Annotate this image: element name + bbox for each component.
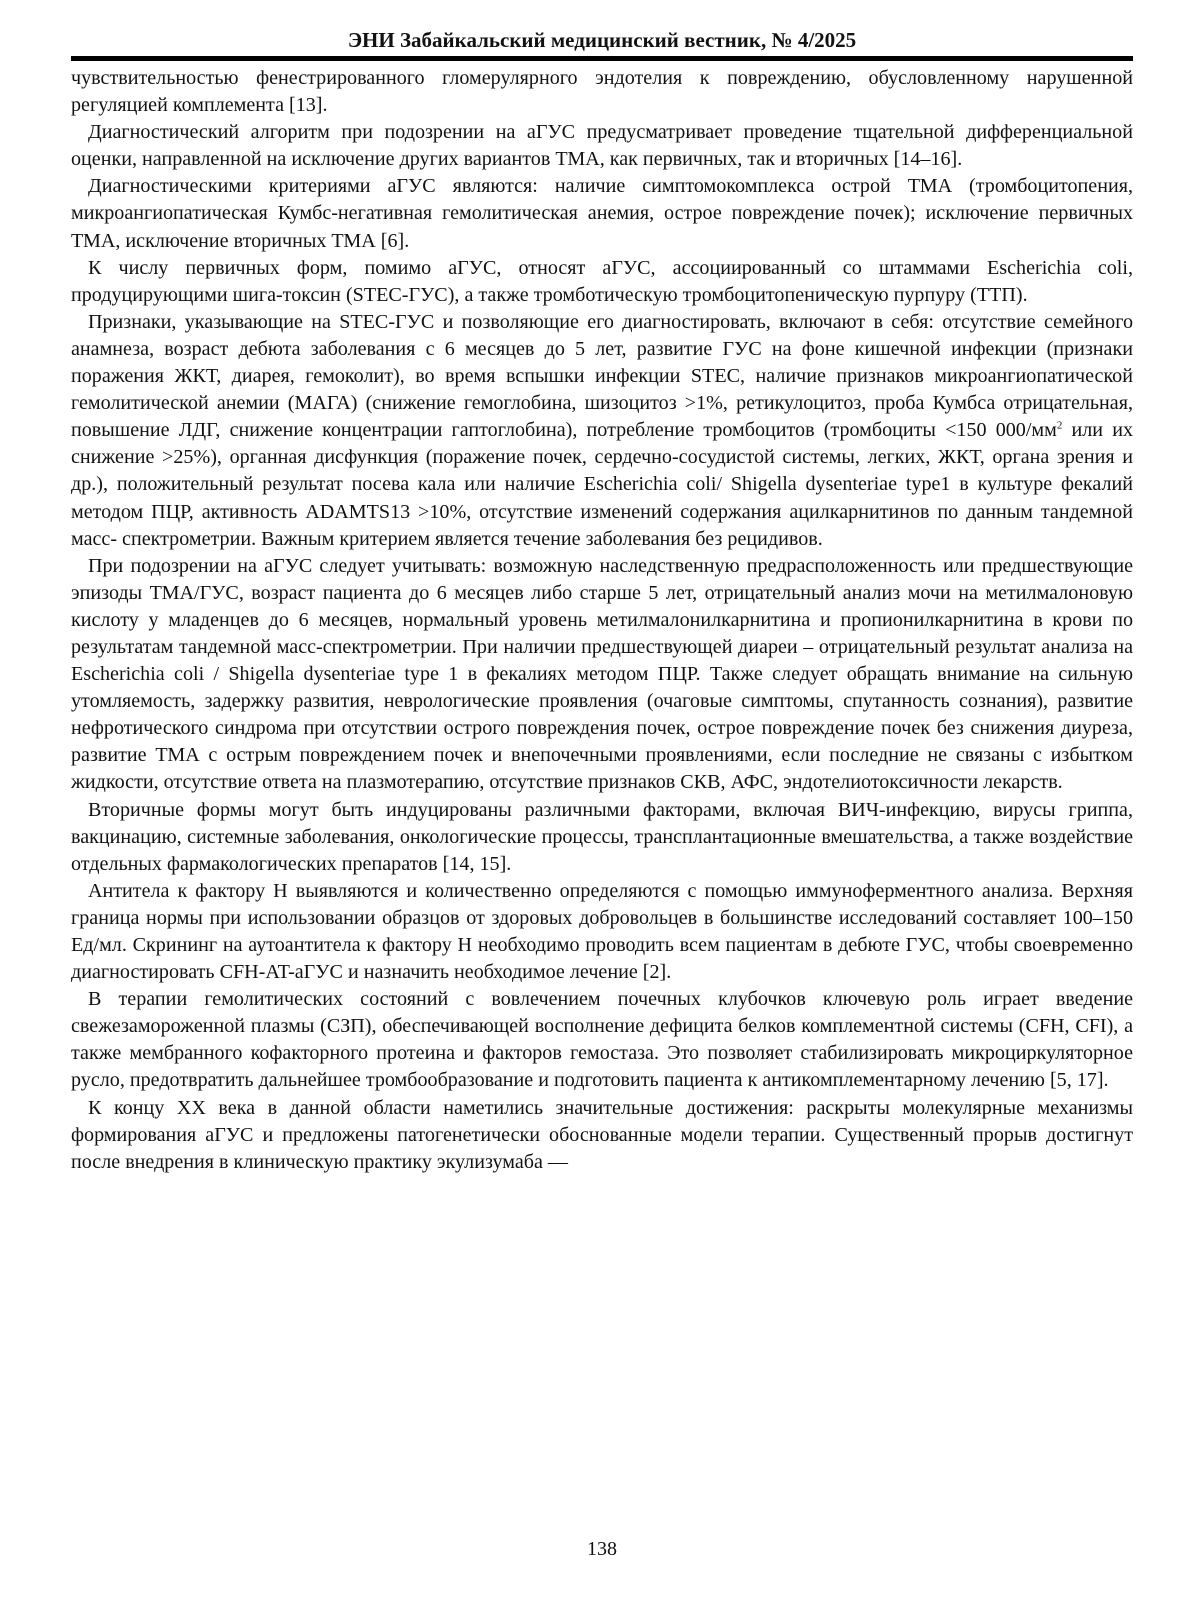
page-number: 138 — [587, 1538, 617, 1560]
paragraph-secondary-forms: Вторичные формы могут быть индуцированы различными факторами, включая ВИЧ-инфекцию, вирусы гриппа, вакцинацию, системные заболевания, онкологические процессы, трансплантационные вмешательства, а также воздействие отдельных фармакологических препаратов [14, 15]. — [71, 798, 1133, 875]
superscript-mark: 2 — [1056, 419, 1063, 432]
paragraph-stec-hus-signs — [71, 309, 1133, 553]
article-body — [71, 65, 1133, 1176]
journal-page — [71, 26, 1133, 1586]
stec-hus-text-part1: Признаки, указывающие на STEC-ГУС и позволяющие его диагностировать, включают в себя: отсутствие семейного анамнеза, возраст дебюта заболевания с 6 месяцев до 5 лет, развитие ГУС на фоне кишечной инфекции (признаки поражения ЖКТ, диарея, гемоколит), во время вспышки инфекции STEC, наличие признаков микроангиопатической гемолитической анемии (МАГА) (снижение гемоглобина, шизоцитоз >1%, ретикулоцитоз, проба Кумбса отрицательная, повышение ЛДГ, снижение концентрации гаптоглобина), потребление тромбоцитов (тромбоциты <150 000/мм — [71, 310, 1133, 442]
paragraph-factor-h-antibodies: Антитела к фактору Н выявляются и количественно определяются с помощью иммуноферментного анализа. Верхняя граница нормы при использовании образцов от здоровых добровольцев в большинстве исследований составляет 100–150 Ед/мл. Скрининг на аутоантитела к фактору Н необходимо проводить всем пациентам в дебюте ГУС, чтобы своевременно диагностировать CFH-AT-аГУС и назначить необходимое лечение [2]. — [71, 879, 1133, 984]
paragraph-twentieth-century: К концу XX века в данной области наметились значительные достижения: раскрыты молекулярные механизмы формирования аГУС и предложены патогенетически обоснованные модели терапии. Существенный прорыв достигнут после внедрения в клиническую практику экулизумаба — — [71, 1096, 1133, 1173]
paragraph-diagnostic-algorithm: Диагностический алгоритм при подозрении на аГУС предусматривает проведение тщательной дифференциальной оценки, направленной на исключение других вариантов ТМА, как первичных, так и вторичных [14–16]. — [71, 121, 1133, 171]
paragraph-diagnostic-criteria: Диагностическими критериями аГУС являются: наличие симптомокомплекса острой ТМА (тромбоцитопения, микроангиопатическая Кумбс-негативная гемолитическая анемия, острое повреждение почек); исключение первичных ТМА, исключение вторичных ТМА [6]. — [71, 175, 1133, 252]
running-header: ЭНИ Забайкальский медицинский вестник, № 4/2025 — [71, 26, 1133, 61]
paragraph-therapy: В терапии гемолитических состояний с вовлечением почечных клубочков ключевую роль играет введение свежезамороженной плазмы (СЗП), обеспечивающей восполнение дефицита белков комплементной системы (CFH, CFI), а также мембранного кофакторного протеина и факторов гемостаза. Это позволяет стабилизировать микроциркуляторное русло, предотвратить дальнейшее тромбообразование и подготовить пациента к антикомплементарному лечению [5, 17]. — [71, 988, 1133, 1092]
stec-hus-text-part2: или их снижение >25%), органная дисфункция (поражение почек, сердечно-сосудистой системы, легких, ЖКТ, органа зрения и др.), положительный результат посева кала или наличие Escherichia coli/ Shigella dysenteriae type1 в культуре фекалий методом ПЦР, активность ADAMTS13 >10%, отсутствие изменений содержания ацилкарнитинов по данным тандемной масс- спектрометрии. Важным критерием является течение заболевания без рецидивов. — [71, 419, 1133, 550]
paragraph-primary-forms: К числу первичных форм, помимо аГУС, относят аГУС, ассоциированный со штаммами Escherichia coli, продуцирующими шига-токсин (STEC-ГУС), а также тромботическую тромбоцитопеническую пурпуру (ТТП). — [71, 256, 1133, 306]
paragraph-ahus-suspicion: При подозрении на аГУС следует учитывать: возможную наследственную предрасположенность или предшествующие эпизоды ТМА/ГУС, возраст пациента до 6 месяцев либо старше 5 лет, отрицательный анализ мочи на метилмалоновую кислоту у младенцев до 6 месяцев, нормальный уровень метилмалонилкарнитина и пропионилкарнитина в крови по результатам тандемной масс-спектрометрии. При наличии предшествующей диареи – отрицательный результат анализа на Escherichia coli / Shigella dysenteriae type 1 в фекалиях методом ПЦР. Также следует обращать внимание на сильную утомляемость, задержку развития, неврологические проявления (очаговые симптомы, спутанность сознания), развитие нефротического синдрома при отсутствии острого повреждения почек, острое повреждение почек без снижения диуреза, развитие ТМА с острым повреждением почек и внепочечными проявлениями, если последние не связаны с избытком жидкости, отсутствие ответа на плазмотерапию, отсутствие признаков СКВ, АФС, эндотелиотоксичности лекарств. — [71, 554, 1133, 794]
paragraph-continuation: чувствительностью фенестрированного гломерулярного эндотелия к повреждению, обусловленному нарушенной регуляцией комплемента [13]. — [71, 67, 1133, 117]
